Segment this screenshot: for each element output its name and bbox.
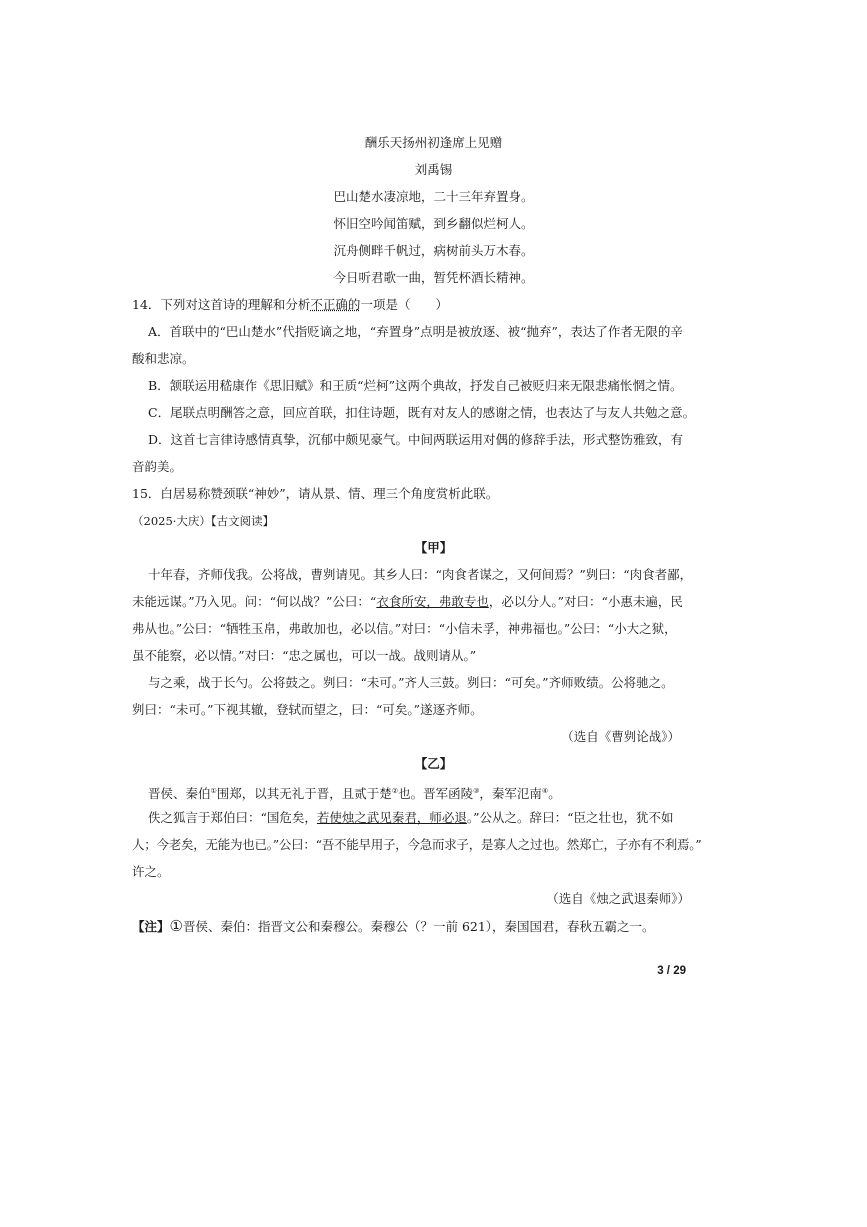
yi-underlined-phrase: 若使烛之武见秦君，师必退 [316, 810, 467, 825]
yi-p2-line-2: 人；今老矣，无能为也已。”公曰：“吾不能早用子，今急而求子，是寡人之过也。然郑亡，子亦有不利焉。” [132, 837, 702, 852]
jia-heading: 【甲】 [414, 540, 453, 555]
section-heading: （2025·大庆）【古文阅读】 [132, 514, 275, 528]
poem-author: 刘禹锡 [414, 162, 453, 177]
footnote-marker-2: ② [391, 787, 399, 795]
footnote-text: 晋侯、秦伯：指晋文公和秦穆公。秦穆公（？一前 621），秦国国君，春秋五霸之一。 [182, 919, 655, 934]
option-d-line-1: D．这首七言律诗感情真挚，沉郁中颇见豪气。中间两联运用对偶的修辞手法，形式整饬雅致，有 [148, 432, 684, 447]
yi-p1-e: 。 [548, 786, 561, 802]
jia-source: （选自《曹刿论战》） [561, 729, 680, 744]
yi-p1-c: 也。晋军函陵 [398, 786, 474, 802]
jia-p1-line-2 [132, 594, 683, 610]
yi-heading: 【乙】 [414, 756, 453, 771]
yi-p2-line-1-start: 佚之狐言于郑伯曰：“国危矣， [148, 810, 317, 825]
yi-p2-line-3: 许之。 [132, 864, 170, 879]
question-14-stem-pre: 14．下列对这首诗的理解和分析 [132, 297, 311, 312]
option-a-line-2: 酸和悲凉。 [132, 351, 195, 366]
poem-line-3: 沉舟侧畔千帆过，病树前头万木春。 [333, 243, 534, 258]
option-b: B．颔联运用嵇康作《思旧赋》和王质“烂柯”这两个典故，抒发自己被贬归来无限悲痛怅惘之情。 [148, 378, 683, 393]
jia-p1-line-3: 弗从也。”公曰：“牺牲玉帛，弗敢加也，必以信。”对曰：“小信未孚，神弗福也。”公曰：“小大之狱， [132, 621, 677, 636]
question-14-emphasis: 不正确的 [310, 297, 361, 312]
question-14-stem [132, 297, 448, 313]
yi-p2-line-1-end: 。”公从之。辞曰：“臣之壮也，犹不如 [466, 810, 674, 825]
jia-p2-line-2: 刿曰：“未可。”下视其辙，登轼而望之，曰：“可矣。”遂逐齐师。 [132, 702, 483, 717]
footnote-label: 【注】 [132, 919, 170, 934]
jia-p1-line-2-start: 未能远谋。”乃入见。问：“何以战？”公曰：“ [132, 594, 377, 609]
poem-line-1: 巴山楚水凄凉地，二十三年弃置身。 [333, 189, 534, 204]
jia-p1-line-1: 十年春，齐师伐我。公将战，曹刿请见。其乡人曰：“肉食者谋之，又何间焉？”刿曰：“肉食者鄙， [148, 567, 693, 582]
yi-source: （选自《烛之武退秦师》） [546, 891, 690, 906]
page-number: 3 / 29 [657, 965, 686, 977]
yi-p1-b: 围郑，以其无礼于晋，且贰于楚 [216, 786, 392, 802]
jia-p1-line-2-end: ，必以分人。”对曰：“小惠未遍，民 [488, 594, 683, 609]
question-14-stem-post: 一项是（ ） [360, 297, 448, 312]
poem-line-2: 怀旧空吟闻笛赋，到乡翻似烂柯人。 [333, 216, 534, 231]
yi-p1-d: ，秦军氾南 [479, 786, 542, 802]
yi-p1 [148, 783, 561, 802]
jia-p2-line-1: 与之乘，战于长勺。公将鼓之。刿曰：“未可。”齐人三鼓。刿曰：“可矣。”齐师败绩。公将驰之。 [148, 675, 674, 690]
footnote-marker-3: ③ [473, 787, 480, 795]
yi-p2-line-1 [148, 810, 673, 826]
question-15: 15．白居易称赞颈联“神妙”，请从景、情、理三个角度赏析此联。 [132, 486, 499, 501]
option-c: C．尾联点明酬答之意，回应首联，扣住诗题，既有对友人的感谢之情，也表达了与友人共勉之意。 [148, 405, 696, 420]
footnote-marker-1: ① [210, 787, 217, 795]
yi-p1-a: 晋侯、秦伯 [148, 786, 211, 802]
option-a-line-1: A．首联中的“巴山楚水”代指贬谪之地，“弃置身”点明是被放逐、被“抛弃”，表达了作者无限的辛 [148, 324, 683, 339]
footnote [132, 918, 655, 935]
footnote-marker-4: ④ [541, 787, 549, 795]
poem-line-4: 今日听君歌一曲，暂凭杯酒长精神。 [333, 270, 534, 285]
option-d-line-2: 音韵美。 [132, 459, 183, 474]
poem-title: 酬乐天扬州初逢席上见赠 [364, 135, 503, 150]
jia-underlined-phrase: 衣食所安，弗敢专也 [376, 594, 489, 609]
footnote-number: ① [169, 917, 183, 935]
jia-p1-line-4: 虽不能察，必以情。”对曰：“忠之属也，可以一战。战则请从。” [132, 648, 477, 663]
